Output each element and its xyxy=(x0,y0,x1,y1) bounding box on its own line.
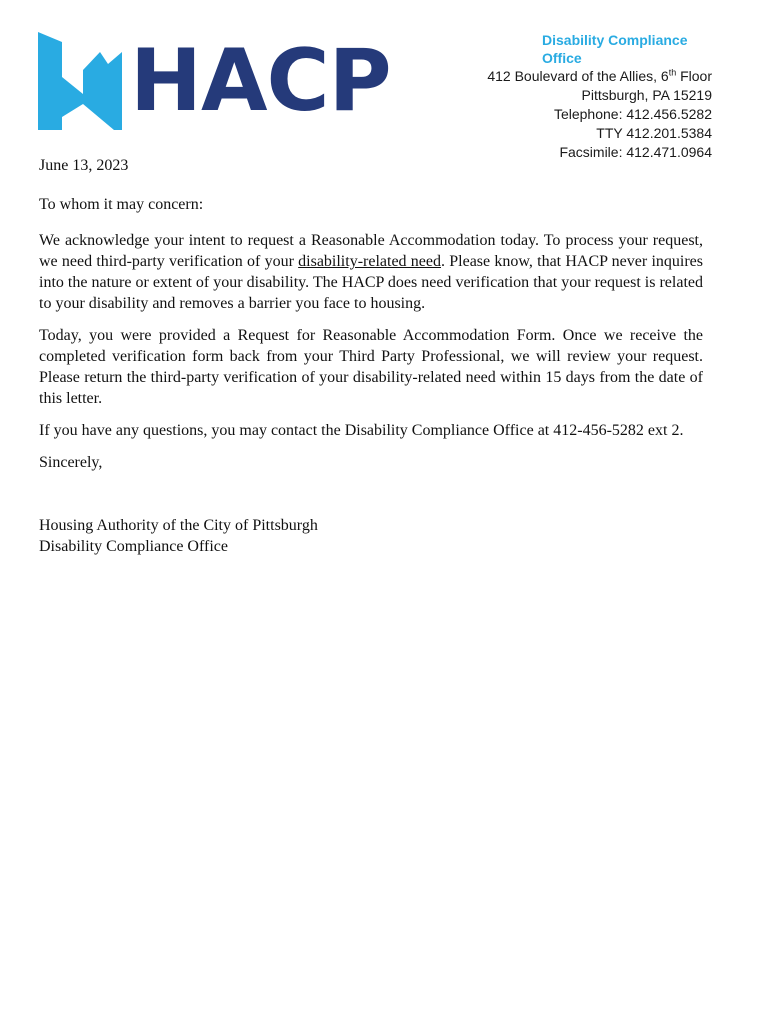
underlined-phrase: disability-related need xyxy=(298,253,441,270)
signature-line-1: Housing Authority of the City of Pittsburgh xyxy=(39,517,318,534)
letter-body xyxy=(39,155,703,557)
office-address-line1: 412 Boulevard of the Allies, 6th Floor xyxy=(487,67,712,84)
paragraph-2: Today, you were provided a Request for Reasonable Accommodation Form. Once we receive the completed verification form back from your Third Party Professional, we will review your request. Please return the third-party verification of your disability-related need within 15 days from the date of this letter. xyxy=(39,327,703,407)
office-telephone: Telephone: 412.456.5282 xyxy=(553,106,712,122)
closing: Sincerely, xyxy=(39,454,103,471)
office-facsimile: Facsimile: 412.471.0964 xyxy=(559,144,712,160)
office-address-line2: Pittsburgh, PA 15219 xyxy=(581,87,712,103)
hacp-logo xyxy=(38,31,391,131)
office-tty: TTY 412.201.5384 xyxy=(596,125,712,141)
hacp-house-mark-icon xyxy=(38,32,130,130)
office-name: Disability Compliance Office xyxy=(542,32,688,66)
paragraph-3: If you have any questions, you may contact the Disability Compliance Office at 412-456-5282 ext 2. xyxy=(39,422,684,439)
signature-line-2: Disability Compliance Office xyxy=(39,538,228,555)
logo-wordmark: HACP xyxy=(130,31,391,131)
office-block xyxy=(412,31,712,162)
letter-date: June 13, 2023 xyxy=(39,157,129,174)
salutation: To whom it may concern: xyxy=(39,196,204,213)
paragraph-1: We acknowledge your intent to request a Reasonable Accommodation today. To process your request, we need third-party verification of your disability-related need. Please know, that HACP never inquires into the nature or extent of your disability. The HACP does need verification that your request is related to your disability and removes a barrier you face to housing. xyxy=(39,232,704,312)
